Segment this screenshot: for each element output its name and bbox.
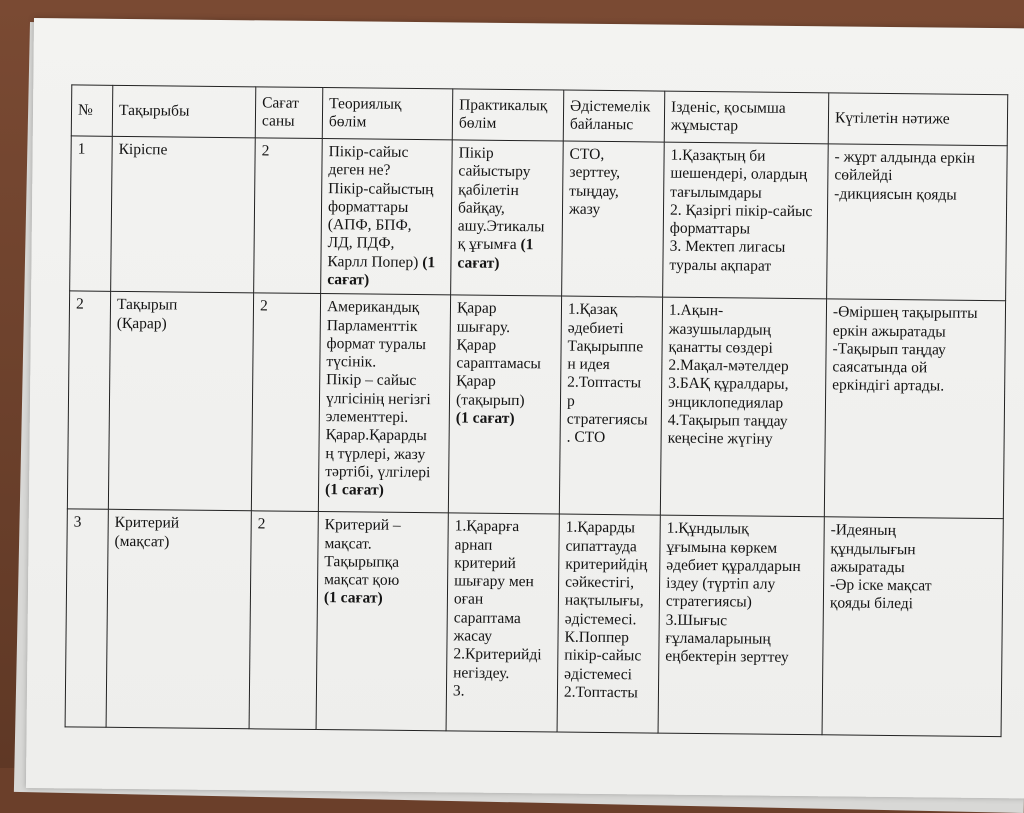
cell-line: еңбектерін зерттеу <box>665 647 789 667</box>
cell-line: ғұламаларының <box>665 629 771 648</box>
cell-line: 2.Критерийді <box>453 645 542 664</box>
cell-line: нақтылығы, <box>564 591 644 610</box>
cell-line: -Идеяның <box>830 521 897 540</box>
cell-line: Тақырыпқа <box>324 552 400 571</box>
topic-cell <box>111 136 256 293</box>
cell-line: Қарар <box>456 336 497 354</box>
cell-line: сағат) <box>457 254 500 272</box>
cell-line: (1 сағат) <box>323 589 383 608</box>
cell-line: Қарар <box>456 372 496 391</box>
cell-line: қабілетін <box>458 181 519 199</box>
cell-line: сараптамасы <box>456 354 541 373</box>
cell-line: сәйкестігі, <box>565 573 635 592</box>
cell-line: қояды біледі <box>829 594 914 613</box>
cell-line: пікір-сайыс <box>564 646 642 665</box>
cell-line: байқау, <box>457 199 505 217</box>
cell-line: ашу.Этикалы <box>457 217 545 236</box>
cell-line: арнап <box>454 535 493 554</box>
cell-line: 2.Топтасты <box>563 683 638 702</box>
cell-line: критерий <box>454 554 516 572</box>
cell-line: стратегиясы <box>566 410 648 429</box>
bold-fragment: (1 <box>516 236 534 254</box>
cell-line: 4.Тақырып таңдау <box>667 411 788 430</box>
cell-line: шешендері, олардың <box>670 164 808 184</box>
practice-cell <box>451 140 564 296</box>
cell-line: Кіріспе <box>118 140 168 159</box>
cell-line: энциклопедиялар <box>667 393 784 412</box>
method-cell <box>557 514 660 733</box>
cell-line: 1.Қарарға <box>454 517 520 536</box>
cell-line: шығару. <box>456 317 511 336</box>
header-hours <box>255 87 323 139</box>
cell-line: әдебиет құралдарын <box>666 556 801 575</box>
cell-line: 2.Топтасты <box>567 373 642 392</box>
cell-line: Тақырып <box>116 296 178 314</box>
cell-line: қ ұғымға (1 <box>457 235 534 254</box>
cell-line: Тақырыппе <box>567 337 644 356</box>
header-line: бөлім <box>328 113 367 131</box>
hours-cell <box>251 293 320 512</box>
header-number <box>71 85 113 136</box>
header-line: Теориялық <box>329 94 402 113</box>
cell-line: стратегиясы) <box>665 593 752 611</box>
result-cell <box>824 299 1005 519</box>
row-number <box>67 291 110 509</box>
research-cell <box>660 297 826 517</box>
cell-line: Пікір – сайыс <box>326 371 417 390</box>
header-method <box>563 90 665 142</box>
header-line: Күтілетін нәтиже <box>834 109 950 128</box>
cell-line: ң түрлері, жазу <box>325 444 426 463</box>
cell-line: кеңесіне жүгіну <box>667 429 773 448</box>
practice-cell <box>446 513 559 732</box>
topic-cell <box>108 292 253 511</box>
header-line: саны <box>261 112 295 130</box>
header-line: бөлім <box>458 114 497 132</box>
cell-line: 2.Мақал-мәтелдер <box>668 356 789 376</box>
cell-line: мақсат қою <box>324 571 400 589</box>
cell-line: 2 <box>75 295 84 313</box>
topic-cell <box>106 510 251 729</box>
practice-cell <box>448 295 561 514</box>
cell-line: Критерий <box>114 514 180 532</box>
cell-line: (1 сағат) <box>324 481 384 499</box>
cell-line: Пікір <box>458 144 494 162</box>
header-line: Тақырыбы <box>118 101 190 120</box>
cell-line: форматтары <box>669 219 751 238</box>
lesson-plan-table <box>65 84 1009 737</box>
header-line: Практикалық <box>459 96 548 115</box>
cell-line: 1.Қазақ <box>567 300 618 319</box>
cell-line: сөйлейді <box>834 166 893 185</box>
cell-line: -Өміршең тақырыпты <box>832 303 978 323</box>
result-cell <box>822 517 1003 737</box>
cell-line: - жұрт алдында еркін <box>834 148 976 167</box>
hours-cell <box>249 511 318 730</box>
cell-line: -Тақырып таңдау <box>832 340 946 359</box>
cell-line: К.Поппер <box>564 628 630 647</box>
cell-line: еркіндігі артады. <box>832 376 945 395</box>
theory-cell <box>321 139 453 296</box>
hours-cell <box>254 138 323 294</box>
theory-cell <box>318 294 450 513</box>
cell-line: (Қарар) <box>116 314 167 332</box>
cell-line: тәртібі, үлгілері <box>325 462 431 481</box>
cell-line: құндылығын <box>830 539 916 558</box>
header-line: Әдістемелік <box>570 97 651 116</box>
bold-fragment: (1 <box>418 253 436 271</box>
cell-line: формат туралы <box>326 334 427 353</box>
theory-cell <box>316 512 448 731</box>
cell-line: Пікір-сайыстың <box>328 179 434 198</box>
header-line: жұмыстар <box>670 116 739 135</box>
cell-line: Критерий – <box>324 516 401 535</box>
cell-line: элементтері. <box>325 408 409 426</box>
header-line: № <box>77 101 93 119</box>
cell-line: 2 <box>261 142 270 160</box>
cell-line: н идея <box>567 355 610 374</box>
cell-line: 2. Қазіргі пікір-сайыс <box>669 201 813 221</box>
cell-line: Қарар.Қарарды <box>325 426 427 445</box>
cell-line: сайыстыру <box>458 162 531 181</box>
header-line: байланыс <box>569 115 634 134</box>
table-row <box>67 291 1005 519</box>
row-number <box>65 509 108 727</box>
cell-line: 3. Мектеп лигасы <box>669 238 786 257</box>
cell-line: -Әр іске мақсат <box>830 576 932 595</box>
cell-line: 3 <box>73 513 82 531</box>
cell-line: Қарар <box>456 299 497 318</box>
table-row <box>65 509 1003 737</box>
cell-line: қанатты сөздері <box>668 338 774 357</box>
header-topic <box>112 85 256 137</box>
cell-line: 3.БАҚ құралдары, <box>668 375 789 394</box>
cell-line: саясатында ой <box>832 358 928 377</box>
cell-line: түсінік. <box>326 353 377 371</box>
cell-line: мақсат. <box>324 534 372 553</box>
cell-line: жазушылардың <box>668 320 772 339</box>
header-research <box>664 91 829 144</box>
cell-line: (1 сағат) <box>455 409 515 427</box>
cell-line: р <box>566 392 575 410</box>
method-cell <box>559 296 662 515</box>
cell-line: тыңдау, <box>569 182 619 200</box>
cell-line: ажыратады <box>830 558 905 576</box>
header-theory <box>322 88 453 140</box>
cell-line: ЛД, ПДФ, <box>327 234 395 253</box>
cell-line: 1.Қарарды <box>565 518 636 537</box>
cell-line: оған <box>453 590 484 609</box>
table-row <box>70 136 1008 301</box>
cell-line: үлгісінің негізгі <box>325 389 431 408</box>
cell-line: ұғымына көркем <box>666 538 778 557</box>
cell-line: сипаттауда <box>565 537 637 555</box>
cell-line: критерийдің <box>565 555 648 574</box>
cell-line: 3.Шығыс <box>665 611 728 629</box>
cell-line: әдістемесі. <box>564 610 637 628</box>
cell-line: шығару мен <box>454 572 534 591</box>
header-practice <box>452 89 564 141</box>
cell-line: Американдық <box>326 298 420 317</box>
cell-line: 2 <box>259 297 268 315</box>
cell-line: СТО, <box>569 145 605 163</box>
method-cell <box>562 141 665 297</box>
header-result <box>828 93 1008 146</box>
cell-line: (тақырып) <box>455 391 525 409</box>
cell-line: Парламенттік <box>326 316 418 335</box>
row-number <box>70 136 113 292</box>
cell-line: негіздеу. <box>453 663 510 682</box>
cell-line: (АПФ, БПФ, <box>327 216 412 235</box>
cell-line: жасау <box>453 627 493 645</box>
cell-line: . СТО <box>566 428 606 447</box>
cell-line: форматтары <box>327 197 409 216</box>
cell-line: Пікір-сайыс <box>328 143 409 161</box>
cell-line: еркін ажыратады <box>832 321 946 341</box>
document-page <box>26 18 1024 798</box>
cell-line: 2 <box>257 515 266 533</box>
cell-line: туралы ақпарат <box>669 256 772 275</box>
table-body <box>65 136 1007 737</box>
cell-line: деген не? <box>328 161 391 180</box>
cell-line: тағылымдары <box>670 183 762 202</box>
cell-line: -дикциясын қояды <box>834 184 957 204</box>
cell-line: әдебиеті <box>567 319 624 337</box>
cell-line: 3. <box>452 682 465 700</box>
cell-line: 1.Қазақтың би <box>670 146 766 165</box>
cell-line: 1.Құндылық <box>666 519 749 538</box>
cell-line: әдістемесі <box>564 665 633 683</box>
research-cell <box>658 515 824 735</box>
cell-line: сараптама <box>453 609 521 627</box>
header-line: Сағат <box>262 94 300 112</box>
cell-line: зерттеу, <box>569 163 621 182</box>
cell-line: Карлл Попер) (1 <box>327 252 436 271</box>
cell-line: 1.Ақын- <box>668 301 724 320</box>
cell-line: сағат) <box>327 271 370 289</box>
cell-line: 1 <box>77 140 86 158</box>
cell-line: іздеу (түртіп алу <box>666 574 776 593</box>
header-line: Ізденіс, қосымша <box>671 98 786 117</box>
result-cell <box>827 144 1008 301</box>
cell-line: (мақсат) <box>114 532 170 550</box>
research-cell <box>663 142 829 299</box>
cell-line: жазу <box>568 200 601 218</box>
